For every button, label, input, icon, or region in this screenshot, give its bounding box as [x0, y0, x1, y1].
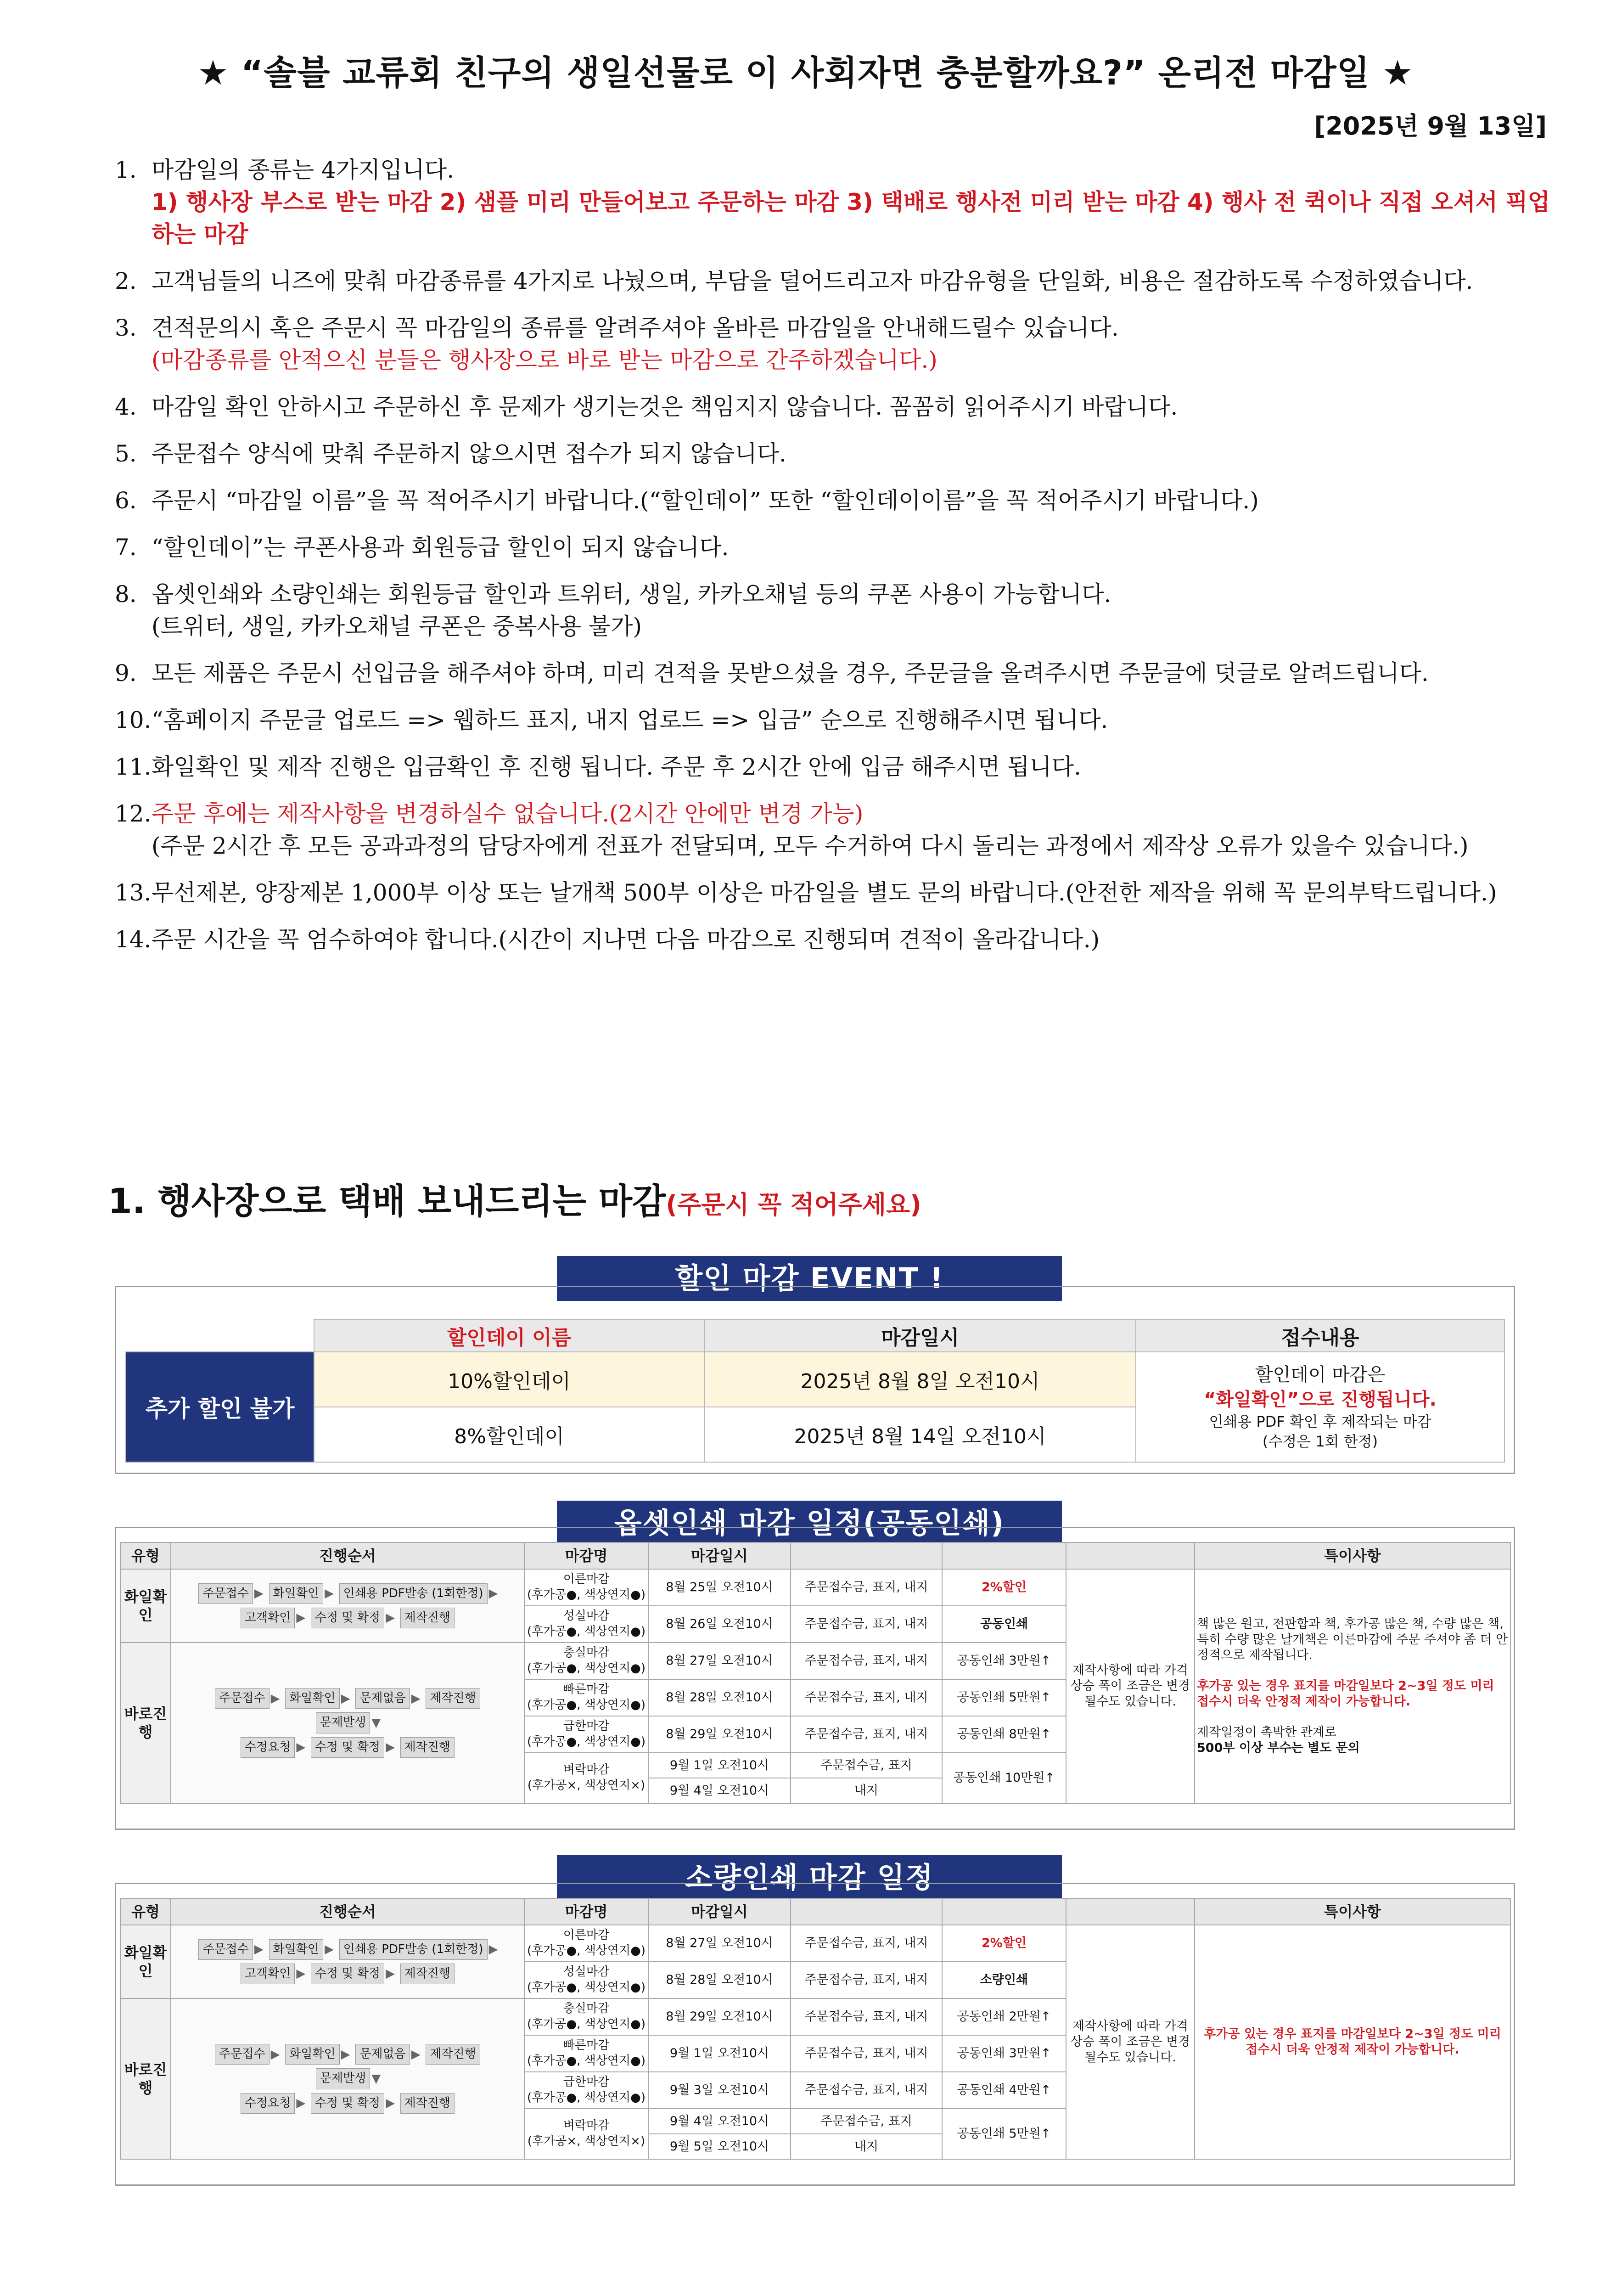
rule-9: 9. 모든 제품은 주문시 선입금을 해주셔야 하며, 미리 견적을 못받으셨을 경우, 주문글을 올려주시면 주문글에 덧글로 알려드립니다.	[115, 660, 1429, 687]
rule-14: 14. 주문 시간을 꼭 엄수하여야 합니다.(시간이 지나면 다음 마감으로 진행되며 견적이 올라갑니다.)	[115, 926, 1100, 953]
event-info: 할인데이 마감은 “화일확인”으로 진행됩니다. 인쇄용 PDF 확인 후 제작되는 마감 (수정은 1회 한정)	[1136, 1352, 1504, 1462]
rules-list	[115, 154, 1561, 970]
rule-7: 7. “할인데이”는 쿠폰사용과 회원등급 할인이 되지 않습니다.	[115, 534, 729, 561]
rule-12-sub: (주문 2시간 후 모든 공과과정의 담당자에게 전표가 전달되며, 모두 수거하여 다시 돌리는 과정에서 제작상 오류가 있을수 있습니다.)	[152, 833, 1469, 859]
rule-4: 4. 마감일 확인 안하시고 주문하신 후 문제가 생기는것은 책임지지 않습니다. 꼼꼼히 읽어주시기 바랍니다.	[115, 394, 1178, 420]
document-date: [2025년 9월 13일]	[1314, 112, 1547, 141]
section-1-title: 1. 행사장으로 택배 보내드리는 마감(주문시 꼭 적어주세요)	[108, 1181, 921, 1221]
event-table-box	[115, 1286, 1515, 1474]
small-table-box-1	[115, 1883, 1515, 2186]
rule-2: 2. 고객님들의 니즈에 맞춰 마감종류를 4가지로 나눴으며, 부담을 덜어드리고자 마감유형을 단일화, 비용은 절감하도록 수정하였습니다.	[115, 268, 1473, 294]
rule-1-sub: 1) 행사장 부스로 받는 마감 2) 샘플 미리 만들어보고 주문하는 마감 3) 택배로 행사전 미리 받는 마감 4) 행사 전 퀵이나 직접 오셔서 픽업하는 마감	[152, 189, 1550, 248]
rule-3-sub: (마감종류를 안적으신 분들은 행사장으로 바로 받는 마감으로 간주하겠습니다.)	[152, 347, 937, 373]
rule-8: 8. 옵셋인쇄와 소량인쇄는 회원등급 할인과 트위터, 생일, 카카오채널 등의 쿠폰 사용이 가능합니다. (트위터, 생일, 카카오채널 쿠폰은 중복사용 불가)	[115, 578, 1561, 642]
offset-table-box-1	[115, 1527, 1515, 1830]
rule-12: 12. 주문 후에는 제작사항을 변경하실수 없습니다.(2시간 안에만 변경 가능) (주문 2시간 후 모든 공과과정의 담당자에게 전표가 전달되며, 모두 수거하여 다시 돌리는 과정에서 제작상 오류가 있을수 있습니다.)	[115, 798, 1561, 862]
small-banner-1: 소량인쇄 마감 일정	[557, 1855, 1062, 1900]
rule-10: 10. “홈페이지 주문글 업로드 => 웹하드 표지, 내지 업로드 => 입금” 순으로 진행해주시면 됩니다.	[115, 707, 1108, 733]
flow-file-check: 주문접수 ▶ 화일확인 ▶ 인쇄용 PDF발송 (1회한정) ▶ 고객확인 ▶ 수정 및 확정 ▶ 제작진행	[171, 1569, 524, 1643]
rule-3: 3. 견적문의시 혹은 주문시 꼭 마감일의 종류를 알려주셔야 올바른 마감일을 안내해드릴수 있습니다. (마감종류를 안적으신 분들은 행사장으로 바로 받는 마감으로 간주하겠습니다.)	[115, 312, 1561, 376]
rule-11: 11. 화일확인 및 제작 진행은 입금확인 후 진행 됩니다. 주문 후 2시간 안에 입금 해주시면 됩니다.	[115, 754, 1081, 780]
page-title: ★ “솔블 교류회 친구의 생일선물로 이 사회자면 충분할까요?” 온리전 마감일 ★	[197, 53, 1414, 93]
event-banner: 할인 마감 EVENT !	[557, 1256, 1062, 1301]
event-no-extra-discount: 추가 할인 불가	[126, 1352, 314, 1462]
rule-1: 1. 마감일의 종류는 4가지입니다. 1) 행사장 부스로 받는 마감 2) 샘플 미리 만들어보고 주문하는 마감 3) 택배로 행사전 미리 받는 마감 4) 행사 전 퀵이나 직접 오셔서 픽업하는 마감	[115, 154, 1561, 250]
flow-direct: 주문접수 ▶ 화일확인 ▶ 문제없음 ▶ 제작진행 문제발생 ▼ 수정요청 ▶ 수정 및 확정 ▶ 제작진행	[171, 1643, 524, 1803]
offset-banner-1: 옵셋인쇄 마감 일정(공동인쇄)	[557, 1501, 1062, 1546]
offset-schedule-table-1: 유형 진행순서 마감명 마감일시 특이사항 화일확인 주문접수 ▶ 화일확인 ▶ 인쇄용 PDF발송 (1회한정) ▶ 고객확인 ▶ 수정 및 확정 ▶ 제작진행 이른마감 (후가공●, 색상연지●) 8월 25일 오전10시 주문접수금, 표지, 내지 2%할인 제작사항에 따라 가격상승 폭이 조금은 변경될수도 있습니다. 책 많은 원고, 전판합과 책, 후가공 많은 책, 수량 많은 책, 특히 수량 많은 날개책은 이른마감에 주문 주셔야 좀 더 안정적으로 제작됩니다. 후가공 있는 경우 표지를 마감일보다 2~3일 정도 미리 접수시 더욱 안정적 제작이 가능합니다. 제작일정이 촉박한 관계로 500부 이상 부수는 별도 문의 성실마감 (후가공●, 색상연지●) 8월 26일 오전10시 주문접수금, 표지, 내지 공동인쇄 바로진행 주문접수 ▶ 화일확인 ▶ 문제없음 ▶ 제작진행 문제발생 ▼ 수정요청 ▶ 수정 및 확정 ▶ 제작진행 충실마감 (후가공●, 색상연지●) 8월 27일 오전10시 주문접수금, 표지, 내지 공동인쇄 3만원↑ 빠른마감 (후가공●, 색상연지●) 8월 28일 오전10시 주문접수금, 표지, 내지 공동인쇄 5만원↑ 급한마감 (후가공●, 색상연지●) 8월 29일 오전10시 주문접수금, 표지, 내지 공동인쇄 8만원↑ 벼락마감 (후가공×, 색상연지×) 9월 1일 오전10시 주문접수금, 표지 공동인쇄 10만원↑ 9월 4일 오전10시 내지	[120, 1542, 1511, 1804]
event-table: 할인데이 이름 마감일시 접수내용 추가 할인 불가 10%할인데이 2025년 8월 8일 오전10시 할인데이 마감은 “화일확인”으로 진행됩니다. 인쇄용 PDF 확인 후 제작되는 마감 (수정은 1회 한정) 8%할인데이 2025년 8월 14일 오전10시	[125, 1319, 1505, 1463]
rule-6: 6. 주문시 “마감일 이름”을 꼭 적어주시기 바랍니다.(“할인데이” 또한 “할인데이이름”을 꼭 적어주시기 바랍니다.)	[115, 487, 1259, 514]
rule-13: 13. 무선제본, 양장제본 1,000부 이상 또는 날개책 500부 이상은 마감일을 별도 문의 바랍니다.(안전한 제작을 위해 꼭 문의부탁드립니다.)	[115, 879, 1497, 906]
rule-8-sub: (트위터, 생일, 카카오채널 쿠폰은 중복사용 불가)	[152, 613, 642, 640]
small-schedule-table-1: 유형 진행순서 마감명 마감일시 특이사항 화일확인 주문접수 ▶ 화일확인 ▶ 인쇄용 PDF발송 (1회한정) ▶ 고객확인 ▶ 수정 및 확정 ▶ 제작진행 이른마감 (후가공●, 색상연지●) 8월 27일 오전10시 주문접수금, 표지, 내지 2%할인 제작사항에 따라 가격상승 폭이 조금은 변경될수도 있습니다. 후가공 있는 경우 표지를 마감일보다 2~3일 정도 미리 접수시 더욱 안정적 제작이 가능합니다. 성실마감 (후가공●, 색상연지●) 8월 28일 오전10시 주문접수금, 표지, 내지 소량인쇄 바로진행 주문접수 ▶ 화일확인 ▶ 문제없음 ▶ 제작진행 문제발생 ▼ 수정요청 ▶ 수정 및 확정 ▶ 제작진행 충실마감 (후가공●, 색상연지●) 8월 29일 오전10시 주문접수금, 표지, 내지 공동인쇄 2만원↑ 빠른마감 (후가공●, 색상연지●) 9월 1일 오전10시 주문접수금, 표지, 내지 공동인쇄 3만원↑ 급한마감 (후가공●, 색상연지●) 9월 3일 오전10시 주문접수금, 표지, 내지 공동인쇄 4만원↑ 벼락마감 (후가공×, 색상연지×) 9월 4일 오전10시 주문접수금, 표지 공동인쇄 5만원↑ 9월 5일 오전10시 내지	[120, 1898, 1511, 2160]
rule-5: 5. 주문접수 양식에 맞춰 주문하지 않으시면 접수가 되지 않습니다.	[115, 440, 786, 467]
